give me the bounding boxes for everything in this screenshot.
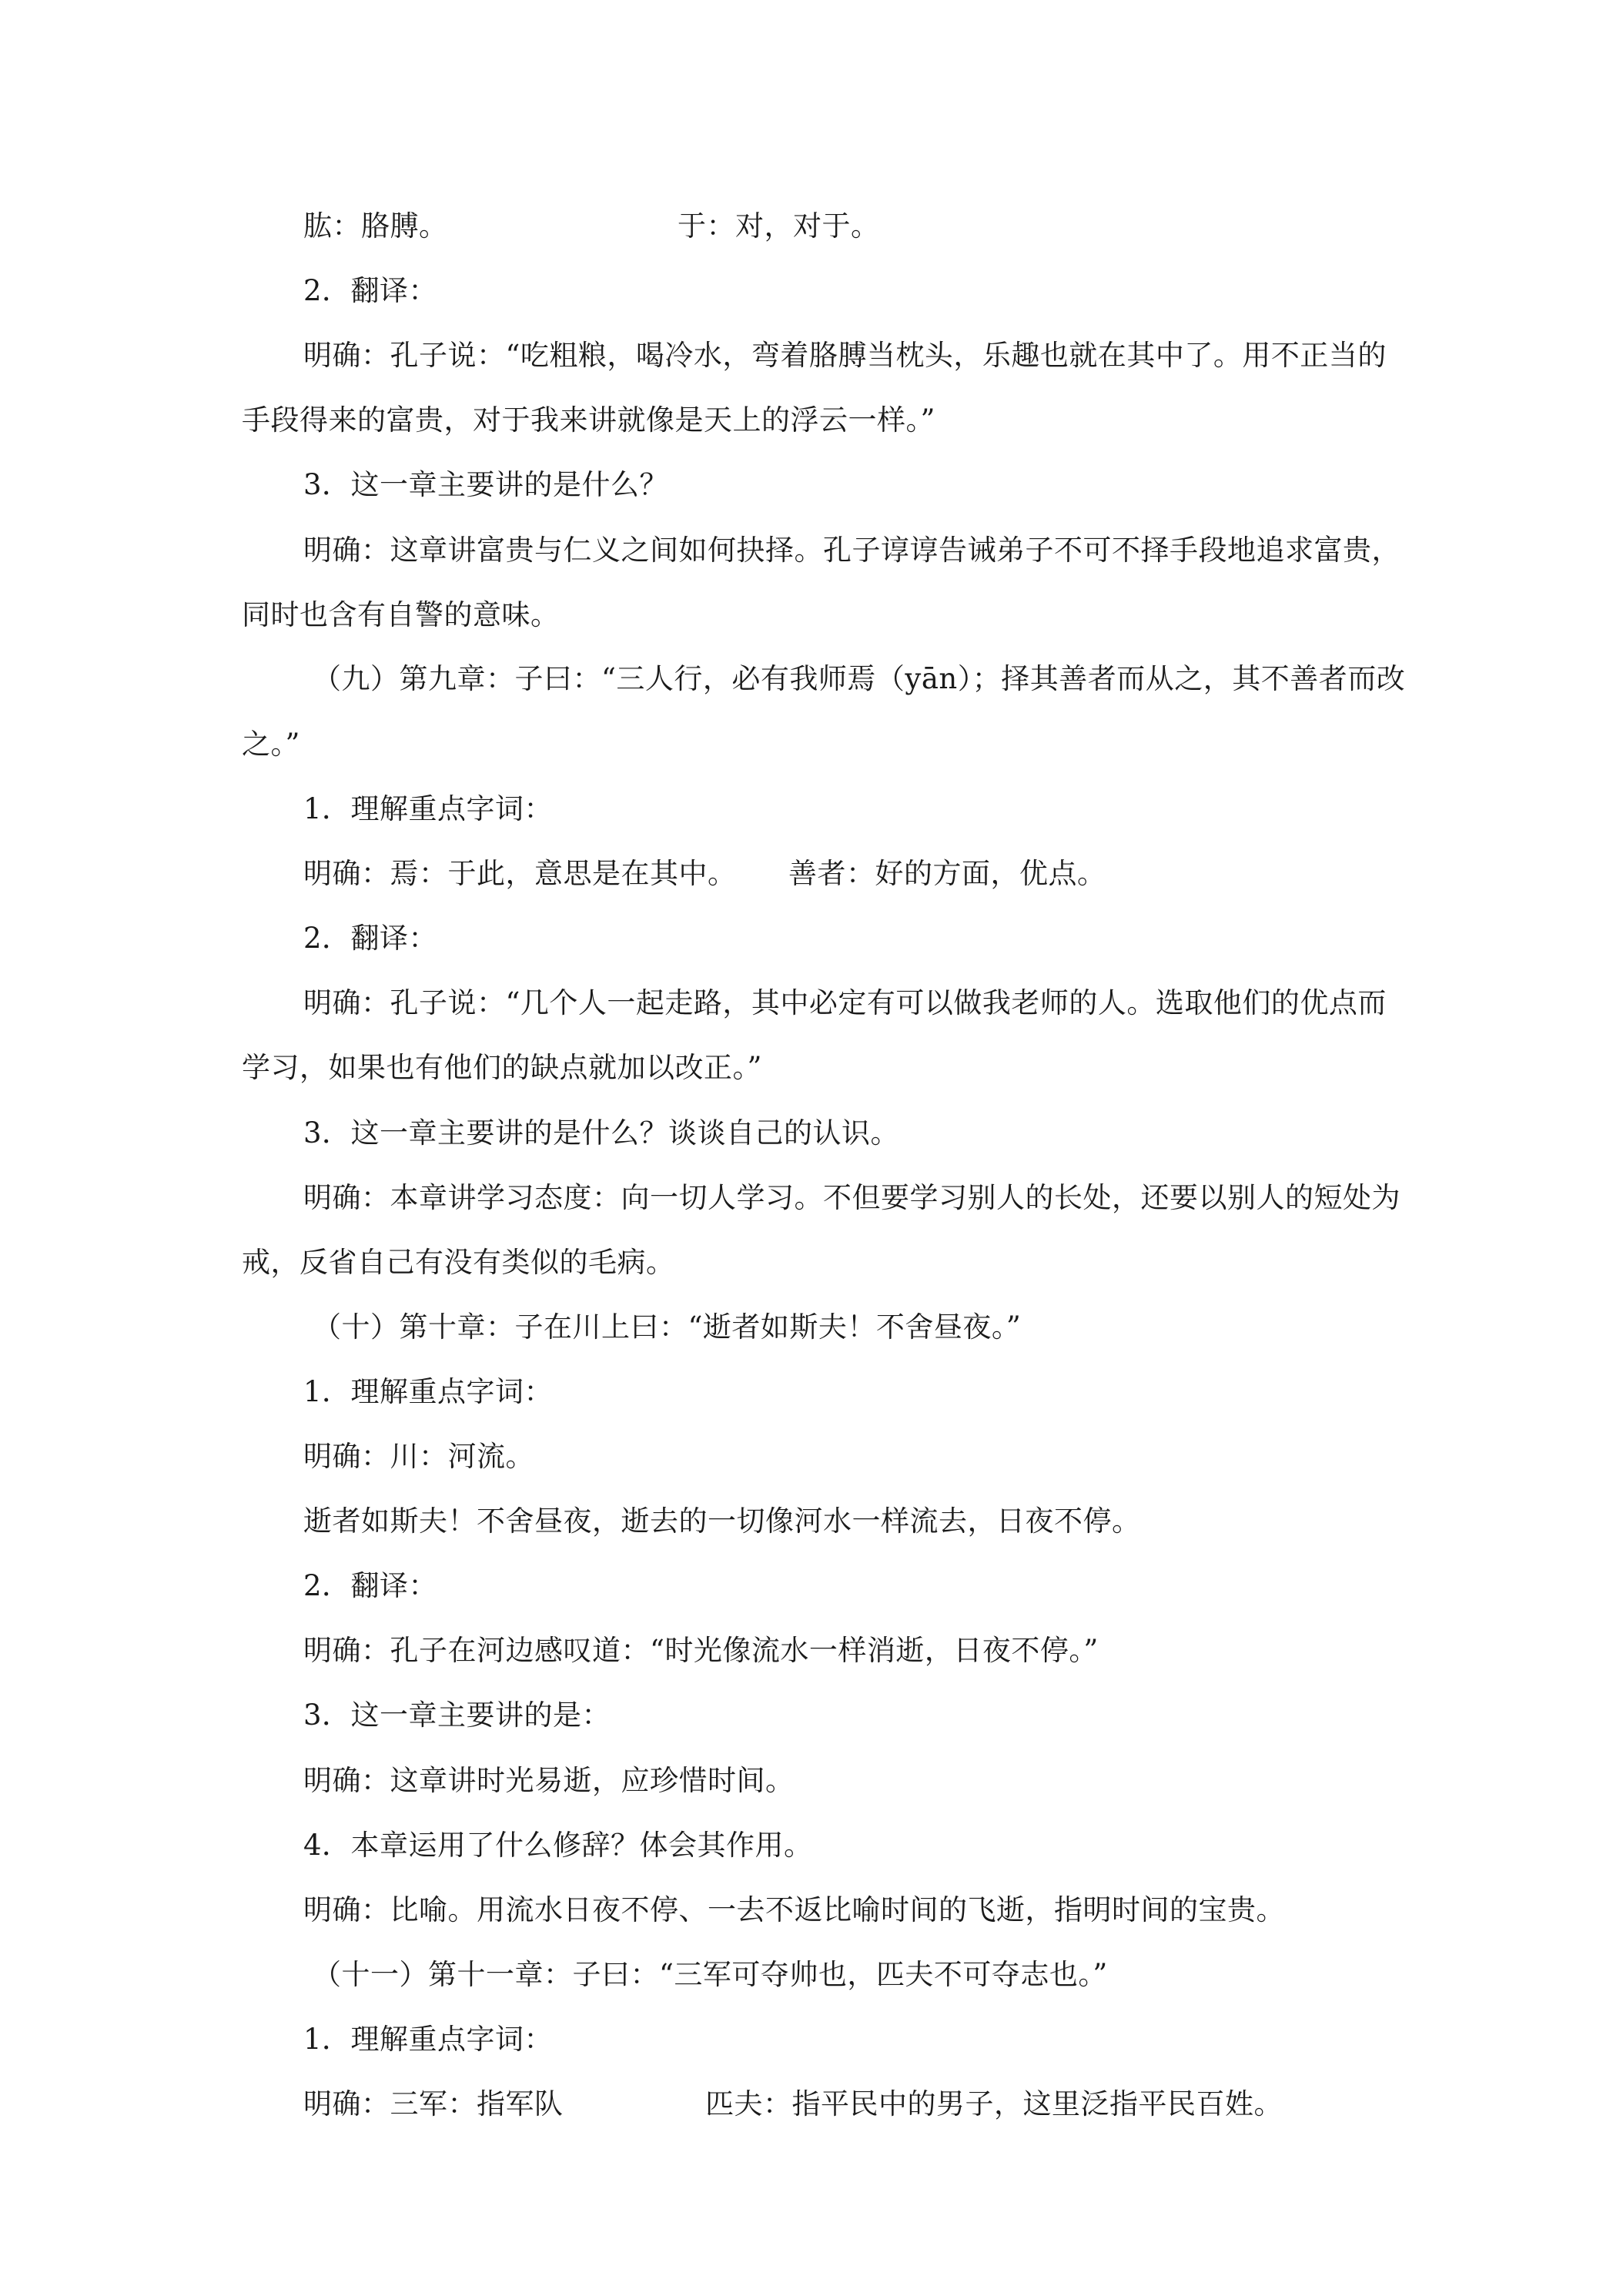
chapter-heading-9: （九）第九章：子曰：“三人行，必有我师焉（yān）；择其善者而从之，其不善者而改 xyxy=(313,662,1406,695)
chapter-heading-11: （十一）第十一章：子曰：“三军可夺帅也，匹夫不可夺志也。” xyxy=(313,1958,1108,1991)
answer-line-continued: 学习，如果也有他们的缺点就加以改正。” xyxy=(242,1051,762,1084)
answer-line: 明确：比喻。用流水日夜不停、一去不返比喻时间的飞逝，指明时间的宝贵。 xyxy=(303,1893,1285,1926)
answer-line-continued: 戒，反省自己有没有类似的毛病。 xyxy=(242,1246,675,1279)
answer-line-continued: 手段得来的富贵，对于我来讲就像是天上的浮云一样。” xyxy=(242,403,935,437)
step-heading: 1．理解重点字词： xyxy=(303,1375,554,1408)
question-heading: 3．这一章主要讲的是什么？谈谈自己的认识。 xyxy=(303,1116,900,1150)
definition-line: 明确：川：河流。 xyxy=(303,1440,534,1473)
definition-line xyxy=(303,2087,1283,2121)
answer-line: 明确：孔子在河边感叹道：“时光像流水一样消逝，日夜不停。” xyxy=(303,1634,1099,1667)
step-heading: 1．理解重点字词： xyxy=(303,792,554,825)
term-yu: 于：对，对于。 xyxy=(678,209,880,243)
step-heading: 2．翻译： xyxy=(303,274,438,307)
term-pifu: 匹夫：指平民中的男子，这里泛指平民百姓。 xyxy=(705,2087,1283,2120)
term-yan: 明确：焉：于此，意思是在其中。 xyxy=(303,857,737,890)
question-heading: 3．这一章主要讲的是： xyxy=(303,1699,611,1732)
answer-line: 明确：孔子说：“吃粗粮，喝冷水，弯着胳膊当枕头，乐趣也就在其中了。用不正当的 xyxy=(303,339,1387,372)
chapter-heading-9-continued: 之。” xyxy=(242,728,300,761)
answer-line-continued: 同时也含有自警的意味。 xyxy=(242,598,560,631)
answer-line: 明确：这章讲富贵与仁义之间如何抉择。孔子谆谆告诫弟子不可不择手段地追求富贵， xyxy=(303,534,1400,567)
term-gong: 肱：胳膊。 xyxy=(303,209,448,243)
definition-line xyxy=(303,857,1106,891)
explanation-line: 逝者如斯夫！不舍昼夜，逝去的一切像河水一样流去，日夜不停。 xyxy=(303,1504,1141,1538)
step-heading: 1．理解重点字词： xyxy=(303,2023,554,2056)
definition-line xyxy=(303,209,880,243)
question-heading: 3．这一章主要讲的是什么？ xyxy=(303,468,669,501)
answer-line: 明确：孔子说：“几个人一起走路，其中必定有可以做我老师的人。选取他们的优点而 xyxy=(303,986,1387,1019)
question-heading: 4．本章运用了什么修辞？体会其作用。 xyxy=(303,1829,813,1862)
answer-line: 明确：这章讲时光易逝，应珍惜时间。 xyxy=(303,1764,795,1797)
term-shanzhe: 善者：好的方面，优点。 xyxy=(788,857,1106,890)
step-heading: 2．翻译： xyxy=(303,922,438,955)
chapter-heading-10: （十）第十章：子在川上曰：“逝者如斯夫！不舍昼夜。” xyxy=(313,1310,1022,1344)
step-heading: 2．翻译： xyxy=(303,1569,438,1602)
answer-line: 明确：本章讲学习态度：向一切人学习。不但要学习别人的长处，还要以别人的短处为 xyxy=(303,1181,1400,1214)
term-sanjun: 明确：三军：指军队 xyxy=(303,2087,564,2120)
